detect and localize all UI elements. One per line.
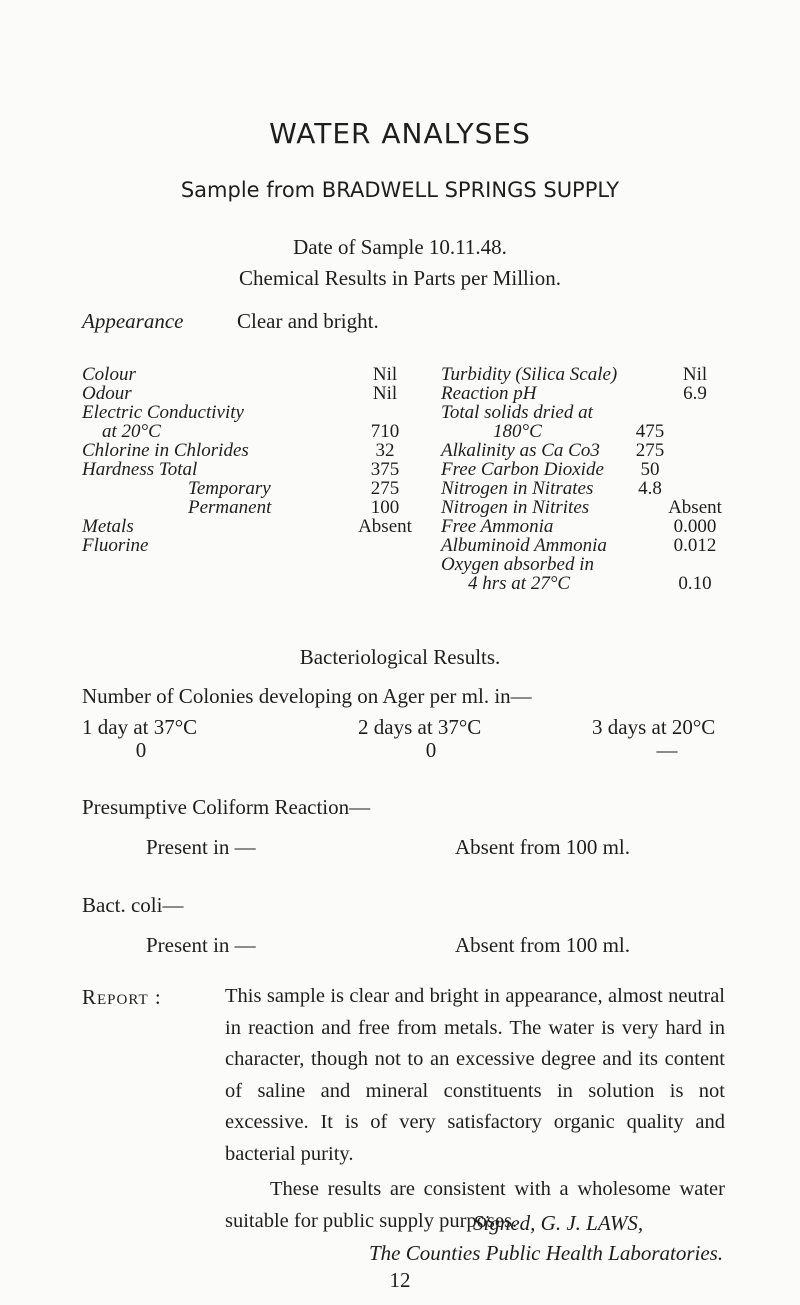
report-paragraph: This sample is clear and bright in appearance, almost neutral in reaction and free from metals. The water is very hard in character, though not to an excessive degree and its content of saline and mineral constituents in solution is not excessive. It is of very satisfactory organic quality and bacterial purity. — [225, 985, 725, 1165]
bact-coli-result: Absent from 100 ml. — [455, 933, 630, 957]
table-row-value: 100 — [370, 497, 400, 518]
coliform-heading: Presumptive Coliform Reaction— — [82, 795, 371, 819]
table-row-value: 475 — [635, 421, 665, 442]
table-row-label: Fluorine — [82, 535, 149, 556]
signature-org: The Counties Public Health Laboratories. — [369, 1241, 724, 1265]
colony-count: 0 — [135, 738, 147, 762]
table-row-value: 32 — [375, 440, 395, 461]
table-row-label: Chlorine in Chlorides — [82, 440, 249, 461]
coliform-present: Present in — — [146, 835, 256, 859]
sample-subtitle: Sample from BRADWELL SPRINGS SUPPLY — [180, 178, 620, 202]
table-row-value: 0.012 — [673, 535, 717, 556]
table-row-value: 275 — [370, 478, 400, 499]
table-row-label: Permanent — [188, 497, 272, 518]
sample-date: Date of Sample 10.11.48. — [293, 235, 507, 259]
table-row-value: 0.10 — [678, 573, 712, 594]
page-title: WATER ANALYSES — [269, 117, 531, 150]
table-row-label: Colour — [82, 364, 136, 385]
table-row-label: Alkalinity as Ca Co3 — [441, 440, 600, 461]
appearance-label: Appearance — [82, 309, 184, 333]
colony-count: — — [656, 738, 678, 762]
table-row-label: Free Ammonia — [441, 516, 554, 537]
table-row-value: 375 — [370, 459, 400, 480]
colony-period: 3 days at 20°C — [592, 715, 716, 739]
table-row-value: 0.000 — [673, 516, 717, 537]
table-row-label: Odour — [82, 383, 132, 404]
table-row-label: Hardness Total — [82, 459, 198, 480]
colony-period: 2 days at 37°C — [358, 715, 482, 739]
table-row-label: Temporary — [188, 478, 271, 499]
table-row-value: Nil — [682, 364, 708, 385]
table-row-value: 6.9 — [683, 383, 707, 404]
bacteriological-heading: Bacteriological Results. — [299, 645, 501, 669]
colony-count: 0 — [425, 738, 437, 762]
signature-line: Signed, G. J. LAWS, — [473, 1211, 644, 1235]
table-row-label: Free Carbon Dioxide — [441, 459, 604, 480]
table-row-label: Albuminoid Ammonia — [441, 535, 607, 556]
table-row-value: Nil — [372, 364, 398, 385]
report-label: Report : — [82, 985, 162, 1009]
colony-period: 1 day at 37°C — [82, 715, 198, 739]
coliform-result: Absent from 100 ml. — [455, 835, 630, 859]
table-row-label: Oxygen absorbed in — [441, 554, 595, 575]
table-row-label: Nitrogen in Nitrates — [441, 478, 594, 499]
table-row-label: Total solids dried at — [441, 402, 593, 423]
table-row-label: Electric Conductivity — [82, 402, 244, 423]
page-number: 12 — [389, 1268, 411, 1292]
report-paragraph: These results are consistent with a wholesome water suitable for public supply purposes. — [225, 1178, 725, 1232]
report-body — [225, 981, 725, 1237]
table-row-label: Metals — [82, 516, 134, 537]
table-row-value: 4.8 — [638, 478, 662, 499]
colonies-intro: Number of Colonies developing on Ager per ml. in— — [82, 684, 532, 708]
table-row-label: 180°C — [493, 421, 542, 442]
table-row-label: Reaction pH — [441, 383, 537, 404]
table-row-value: Absent — [668, 497, 722, 518]
table-row-label: at 20°C — [102, 421, 161, 442]
table-row-value: 275 — [635, 440, 665, 461]
table-row-value: 710 — [370, 421, 400, 442]
table-row-label: Turbidity (Silica Scale) — [441, 364, 618, 385]
table-row-label: Nitrogen in Nitrites — [441, 497, 590, 518]
table-row-label: 4 hrs at 27°C — [468, 573, 571, 594]
bact-coli-present: Present in — — [146, 933, 256, 957]
bact-coli-heading: Bact. coli— — [82, 893, 184, 917]
table-row-value: 50 — [640, 459, 660, 480]
units-note: Chemical Results in Parts per Million. — [239, 266, 561, 290]
table-row-value: Absent — [358, 516, 412, 537]
table-row-value: Nil — [372, 383, 398, 404]
appearance-value: Clear and bright. — [237, 309, 379, 333]
